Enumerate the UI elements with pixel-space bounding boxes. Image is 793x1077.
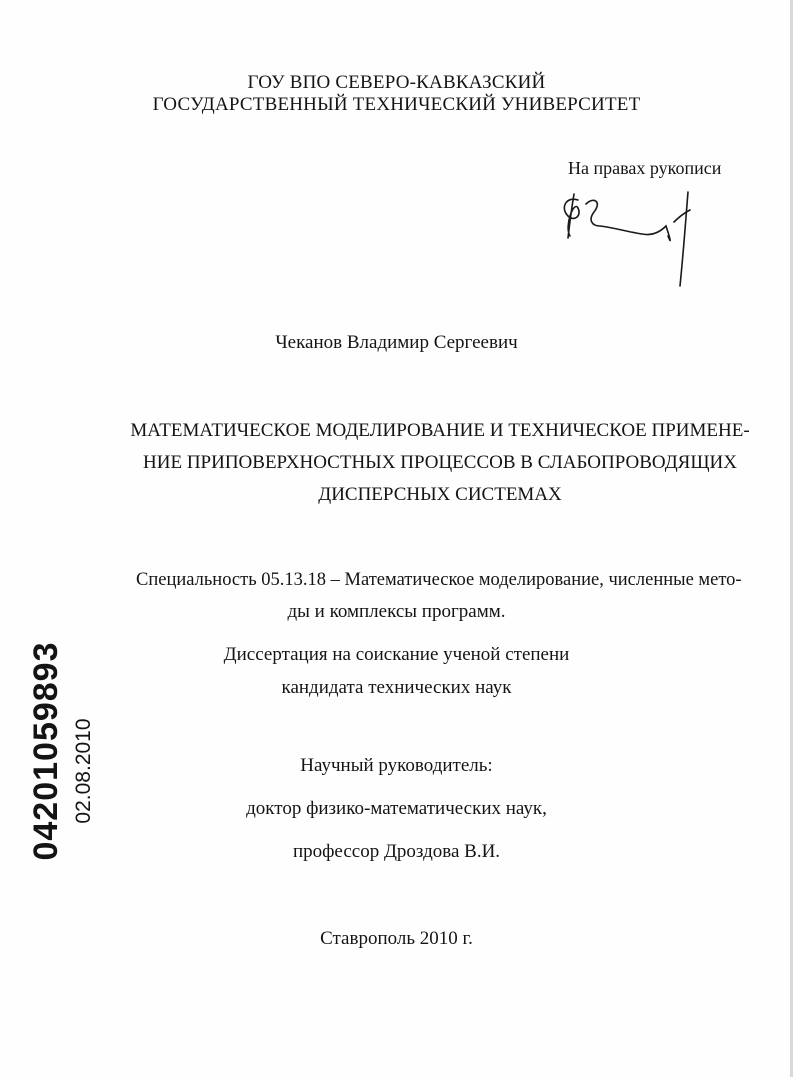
degree-line-1: Диссертация на соискание ученой степени	[223, 644, 570, 665]
place-year: Ставрополь 2010 г.	[320, 928, 473, 949]
library-stamp-date: 02.08.2010	[72, 718, 95, 824]
dissertation-title-line-1: МАТЕМАТИЧЕСКОЕ МОДЕЛИРОВАНИЕ И ТЕХНИЧЕСКОЕ ПРИМЕНЕ-	[130, 420, 750, 441]
university-line-2: ГОСУДАРСТВЕННЫЙ ТЕХНИЧЕСКИЙ УНИВЕРСИТЕТ	[152, 94, 641, 115]
dissertation-title-line-2: НИЕ ПРИПОВЕРХНОСТНЫХ ПРОЦЕССОВ В СЛАБОПРОВОДЯЩИХ	[143, 452, 737, 473]
author-name: Чеканов Владимир Сергеевич	[275, 332, 518, 353]
supervisor-label: Научный руководитель:	[300, 755, 493, 776]
signature-icon	[556, 186, 706, 296]
manuscript-note: На правах рукописи	[568, 158, 722, 178]
specialty-line-2: ды и комплексы программ.	[287, 601, 506, 622]
supervisor-degree: доктор физико-математических наук,	[246, 798, 547, 819]
university-line-1: ГОУ ВПО СЕВЕРО-КАВКАЗСКИЙ	[247, 72, 546, 93]
supervisor-name: профессор Дроздова В.И.	[292, 841, 501, 862]
library-stamp-number: 04201059893	[27, 641, 65, 861]
specialty-line-1: Специальность 05.13.18 – Математическое моделирование, численные мето-	[136, 570, 742, 590]
degree-line-2: кандидата технических наук	[281, 677, 512, 698]
dissertation-title-line-3: ДИСПЕРСНЫХ СИСТЕМАХ	[318, 484, 562, 505]
